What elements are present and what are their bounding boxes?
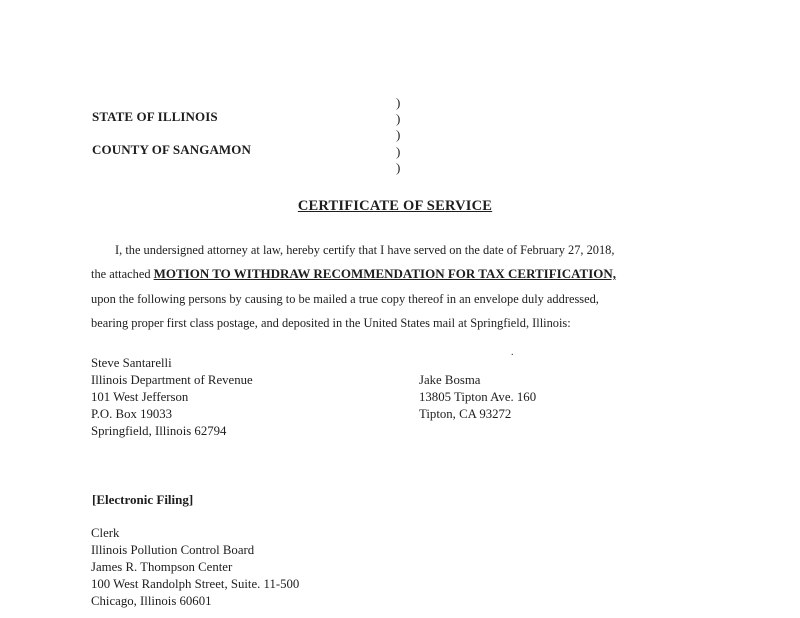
recipient-po-box: P.O. Box 19033 (91, 407, 173, 421)
recipient-city: Springfield, Illinois 62794 (91, 424, 227, 438)
certification-line-4: bearing proper first class postage, and deposited in the United States mail at Springfield, Illinois: (91, 316, 571, 330)
certification-line-3: upon the following persons by causing to be mailed a true copy thereof in an envelope duly addressed, (91, 292, 599, 306)
caption-parenthesis: ) (396, 95, 401, 110)
clerk-organization: Illinois Pollution Control Board (91, 543, 255, 557)
caption-parenthesis: ) (396, 144, 401, 159)
document-title (0, 197, 800, 215)
recipient-street: 13805 Tipton Ave. 160 (419, 390, 537, 404)
county-caption: COUNTY OF SANGAMON (92, 142, 251, 157)
clerk-city: Chicago, Illinois 60601 (91, 594, 212, 608)
recipient-organization: Illinois Department of Revenue (91, 373, 253, 387)
recipient-street: 101 West Jefferson (91, 390, 189, 404)
clerk-building: James R. Thompson Center (91, 560, 233, 574)
clerk-address (91, 525, 299, 610)
clerk-street: 100 West Randolph Street, Suite. 11-500 (91, 577, 300, 591)
certification-line-2-prefix: the attached (91, 267, 154, 281)
clerk-title: Clerk (91, 526, 120, 540)
electronic-filing-heading: [Electronic Filing] (92, 492, 194, 507)
certification-line-1: I, the undersigned attorney at law, hereby certify that I have served on the date of February 27, 2018, (115, 243, 615, 257)
caption-parenthesis: ) (396, 111, 401, 126)
recipient-city: Tipton, CA 93272 (419, 407, 512, 421)
motion-title: MOTION TO WITHDRAW RECOMMENDATION FOR TAX CERTIFICATION, (153, 266, 617, 281)
caption-parenthesis: ) (396, 160, 401, 175)
certification-line-2 (91, 266, 616, 282)
document-title-text: CERTIFICATE OF SERVICE (297, 198, 493, 214)
recipient-address-left (91, 355, 253, 440)
recipient-name: Steve Santarelli (91, 356, 172, 370)
recipient-name: Jake Bosma (419, 373, 481, 387)
state-caption: STATE OF ILLINOIS (92, 109, 218, 124)
recipient-address-right (419, 372, 536, 423)
stray-mark: . (511, 347, 514, 358)
caption-parenthesis: ) (396, 127, 401, 142)
